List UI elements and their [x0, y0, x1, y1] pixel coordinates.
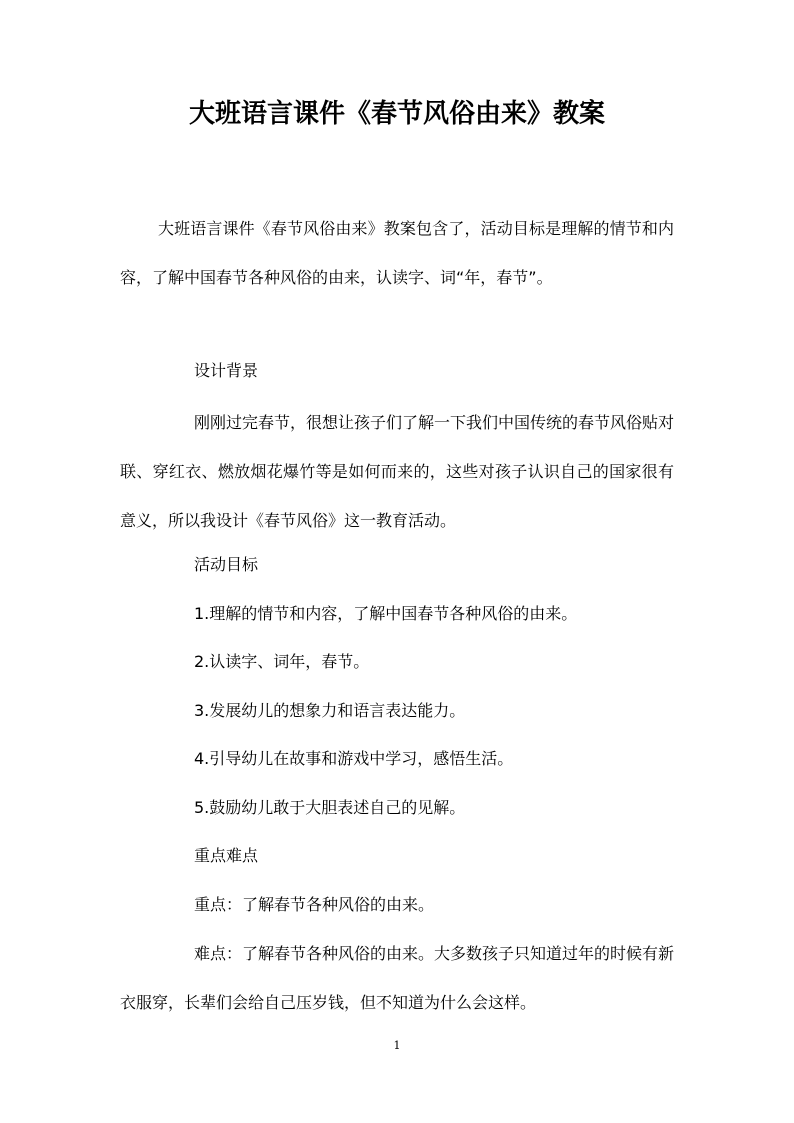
goal-item: 3.发展幼儿的想象力和语言表达能力。 [194, 701, 466, 720]
key-point-text: 重点：了解春节各种风俗的由来。 [194, 895, 435, 914]
goal-item: 1.理解的情节和内容，了解中国春节各种风俗的由来。 [194, 604, 578, 623]
goal-item: 4.引导幼儿在故事和游戏中学习，感悟生活。 [194, 749, 514, 768]
key-difficulty-heading: 重点难点 [194, 846, 259, 865]
document-title: 大班语言课件《春节风俗由来》教案 [188, 99, 605, 129]
page-number: 1 [393, 1039, 401, 1052]
goals-heading: 活动目标 [194, 555, 259, 574]
background-heading: 设计背景 [194, 361, 259, 380]
background-paragraph: 刚刚过完春节，很想让孩子们了解一下我们中国传统的春节风俗贴对联、穿红衣、燃放烟花爆竹等是如何而来的，这些对孩子认识自己的国家很有意义，所以我设计《春节风俗》这一教育活动。 [120, 413, 675, 530]
intro-paragraph: 大班语言课件《春节风俗由来》教案包含了，活动目标是理解的情节和内容，了解中国春节各种风俗的由来，认读字、词“年，春节”。 [120, 219, 674, 287]
goal-item: 5.鼓励幼儿敢于大胆表述自己的见解。 [194, 798, 466, 817]
goal-item: 2.认读字、词年，春节。 [194, 652, 370, 671]
difficulty-paragraph: 难点：了解春节各种风俗的由来。大多数孩子只知道过年的时候有新衣服穿，长辈们会给自己压岁钱，但不知道为什么会这样。 [120, 944, 675, 1012]
